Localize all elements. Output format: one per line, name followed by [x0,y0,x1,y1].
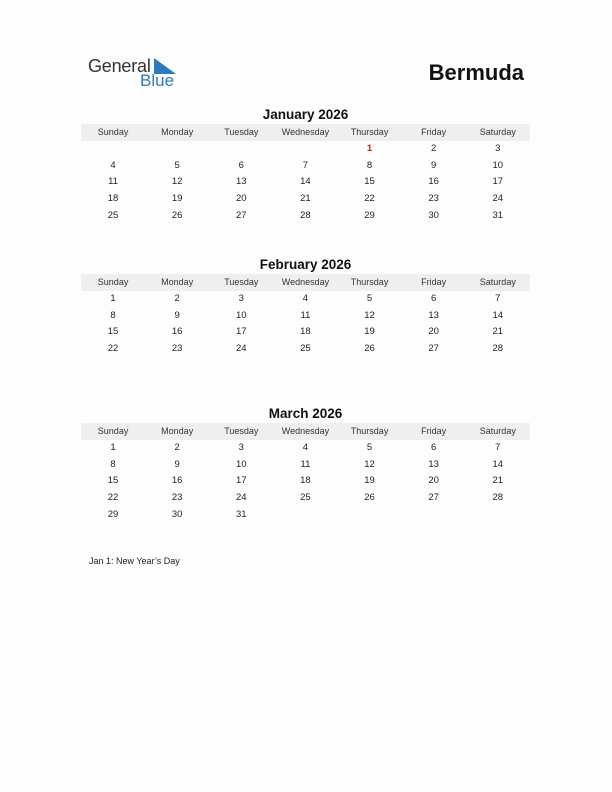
month-title: March 2026 [268,406,343,421]
weekday-header: Wednesday [281,426,330,436]
day-cell: 15 [107,326,119,338]
day-cell: 20 [236,193,247,205]
day-cell: 8 [110,309,116,321]
day-cell: 16 [171,326,183,338]
day-cell: 18 [107,193,119,205]
week-row [81,473,530,490]
day-cell: 20 [428,326,439,338]
day-cell: 13 [236,176,247,188]
day-cell: 7 [495,293,501,304]
day-cell: 7 [495,442,501,453]
day-cell [209,141,273,158]
weekday-header: Thursday [350,127,389,137]
day-cell: 26 [171,209,183,221]
day-cell: 23 [171,492,183,504]
month-calendar-february [81,256,530,358]
day-cell: 27 [236,209,247,221]
weekday-header: Saturday [479,127,516,137]
weekday-header: Tuesday [224,426,259,436]
week-row [81,507,530,524]
day-cell: 6 [238,159,244,171]
weekday-header: Friday [421,127,447,137]
day-cell: 4 [302,293,309,304]
day-cell: 3 [495,143,501,154]
day-cell: 2 [431,143,437,154]
holiday-notes [89,556,180,566]
day-cell: 24 [236,343,247,355]
holiday-note: Jan 1: New Year’s Day [89,556,180,566]
weekday-header: Monday [161,426,194,436]
weekday-header: Tuesday [224,277,259,287]
weekday-header: Thursday [350,277,389,287]
day-cell: 9 [174,309,180,321]
day-cell: 15 [107,475,119,487]
day-cell: 11 [300,458,311,470]
day-cell: 31 [236,508,247,520]
week-row [81,208,530,225]
day-cell: 11 [108,176,118,188]
day-cell: 17 [492,176,504,188]
day-cell: 6 [431,293,437,304]
day-cell: 19 [364,475,375,487]
day-cell: 30 [428,209,439,221]
day-cell: 19 [171,193,183,205]
day-cell: 12 [364,309,375,321]
day-cell: 29 [364,209,375,221]
day-cell: 12 [171,176,183,188]
weekday-header-row [81,124,530,141]
weekday-header: Saturday [479,277,516,287]
day-cell: 5 [366,442,373,453]
weekday-header: Wednesday [281,277,330,287]
weekday-header-row [81,423,530,440]
week-row [81,141,530,158]
day-cell: 13 [428,458,439,470]
week-row [81,324,530,341]
day-cell: 26 [364,343,375,355]
weekday-header: Friday [421,426,447,436]
day-cell: 31 [492,209,504,221]
day-cell: 18 [300,475,311,487]
day-cell: 3 [238,293,244,304]
day-cell: 13 [428,309,439,321]
logo-blue-text: Blue [140,71,175,90]
day-cell: 26 [364,492,375,504]
day-cell: 1 [110,293,116,304]
weekday-header: Sunday [97,277,129,287]
logo-general-text: General [88,56,151,76]
day-cell: 11 [300,309,311,321]
day-cell: 5 [366,293,373,304]
country-title: Bermuda [428,60,524,85]
week-row [81,457,530,474]
day-cell: 15 [364,176,375,188]
day-cell: 8 [366,159,373,171]
day-cell: 21 [300,193,311,205]
day-cell [273,507,337,524]
day-cell: 19 [364,326,375,338]
weekday-header: Friday [421,277,447,287]
day-cell: 29 [107,508,119,520]
day-cell: 21 [492,326,504,338]
day-cell: 1 [110,442,116,453]
day-cell: 10 [236,309,247,321]
day-cell: 16 [428,176,439,188]
day-cell: 14 [492,458,504,470]
day-cell: 14 [300,176,311,188]
day-cell [338,507,402,524]
day-cell: 25 [300,343,311,355]
day-cell: 17 [236,326,247,338]
day-cell: 25 [107,209,119,221]
week-row [81,174,530,191]
day-cell: 2 [174,442,180,453]
day-cell: 27 [428,492,439,504]
generalblue-logo [88,56,188,92]
day-cell: 4 [302,442,309,453]
weekday-header: Thursday [350,426,389,436]
day-cell: 9 [174,458,180,470]
day-cell: 5 [174,159,180,171]
day-cell [273,141,337,158]
day-cell: 24 [492,193,504,205]
day-cell [145,141,209,158]
week-row [81,490,530,507]
day-cell: 7 [302,159,309,171]
day-cell: 28 [492,492,504,504]
day-cell: 22 [107,492,119,504]
day-cell: 18 [300,326,311,338]
day-cell: 23 [171,343,183,355]
day-cell: 21 [492,475,504,487]
day-cell: 14 [492,309,504,321]
week-row [81,308,530,325]
month-calendar-march [81,405,530,523]
day-cell: 23 [428,193,439,205]
day-cell: 10 [236,458,247,470]
day-cell: 28 [492,343,504,355]
day-cell: 16 [171,475,183,487]
week-row [81,341,530,358]
day-cell: 12 [364,458,375,470]
day-cell: 9 [431,159,437,171]
day-cell: 17 [236,475,247,487]
weekday-header: Wednesday [281,127,330,137]
day-cell: 2 [174,293,180,304]
week-row [81,158,530,175]
day-cell: 3 [238,442,244,453]
day-cell [466,507,530,524]
weekday-header: Monday [161,127,194,137]
day-cell: 4 [110,159,116,171]
day-cell [81,141,145,158]
weekday-header: Tuesday [224,127,259,137]
weekday-header: Monday [161,277,194,287]
day-cell: 27 [428,343,439,355]
week-row [81,191,530,208]
month-calendar-january [81,106,530,224]
month-title: February 2026 [259,257,352,272]
day-cell: 8 [110,458,116,470]
day-cell: 22 [364,193,375,205]
week-row [81,291,530,308]
month-title: January 2026 [262,107,349,122]
day-cell: 20 [428,475,439,487]
week-row [81,440,530,457]
day-cell: 22 [107,343,119,355]
day-cell: 30 [171,508,183,520]
day-cell [402,507,466,524]
weekday-header: Saturday [479,426,516,436]
day-cell: 10 [492,159,504,171]
day-cell: 28 [300,209,311,221]
holiday-day-cell: 1 [366,143,373,154]
day-cell: 24 [236,492,247,504]
day-cell: 6 [431,442,437,453]
day-cell: 25 [300,492,311,504]
weekday-header: Sunday [97,127,129,137]
weekday-header: Sunday [97,426,129,436]
weekday-header-row [81,274,530,291]
